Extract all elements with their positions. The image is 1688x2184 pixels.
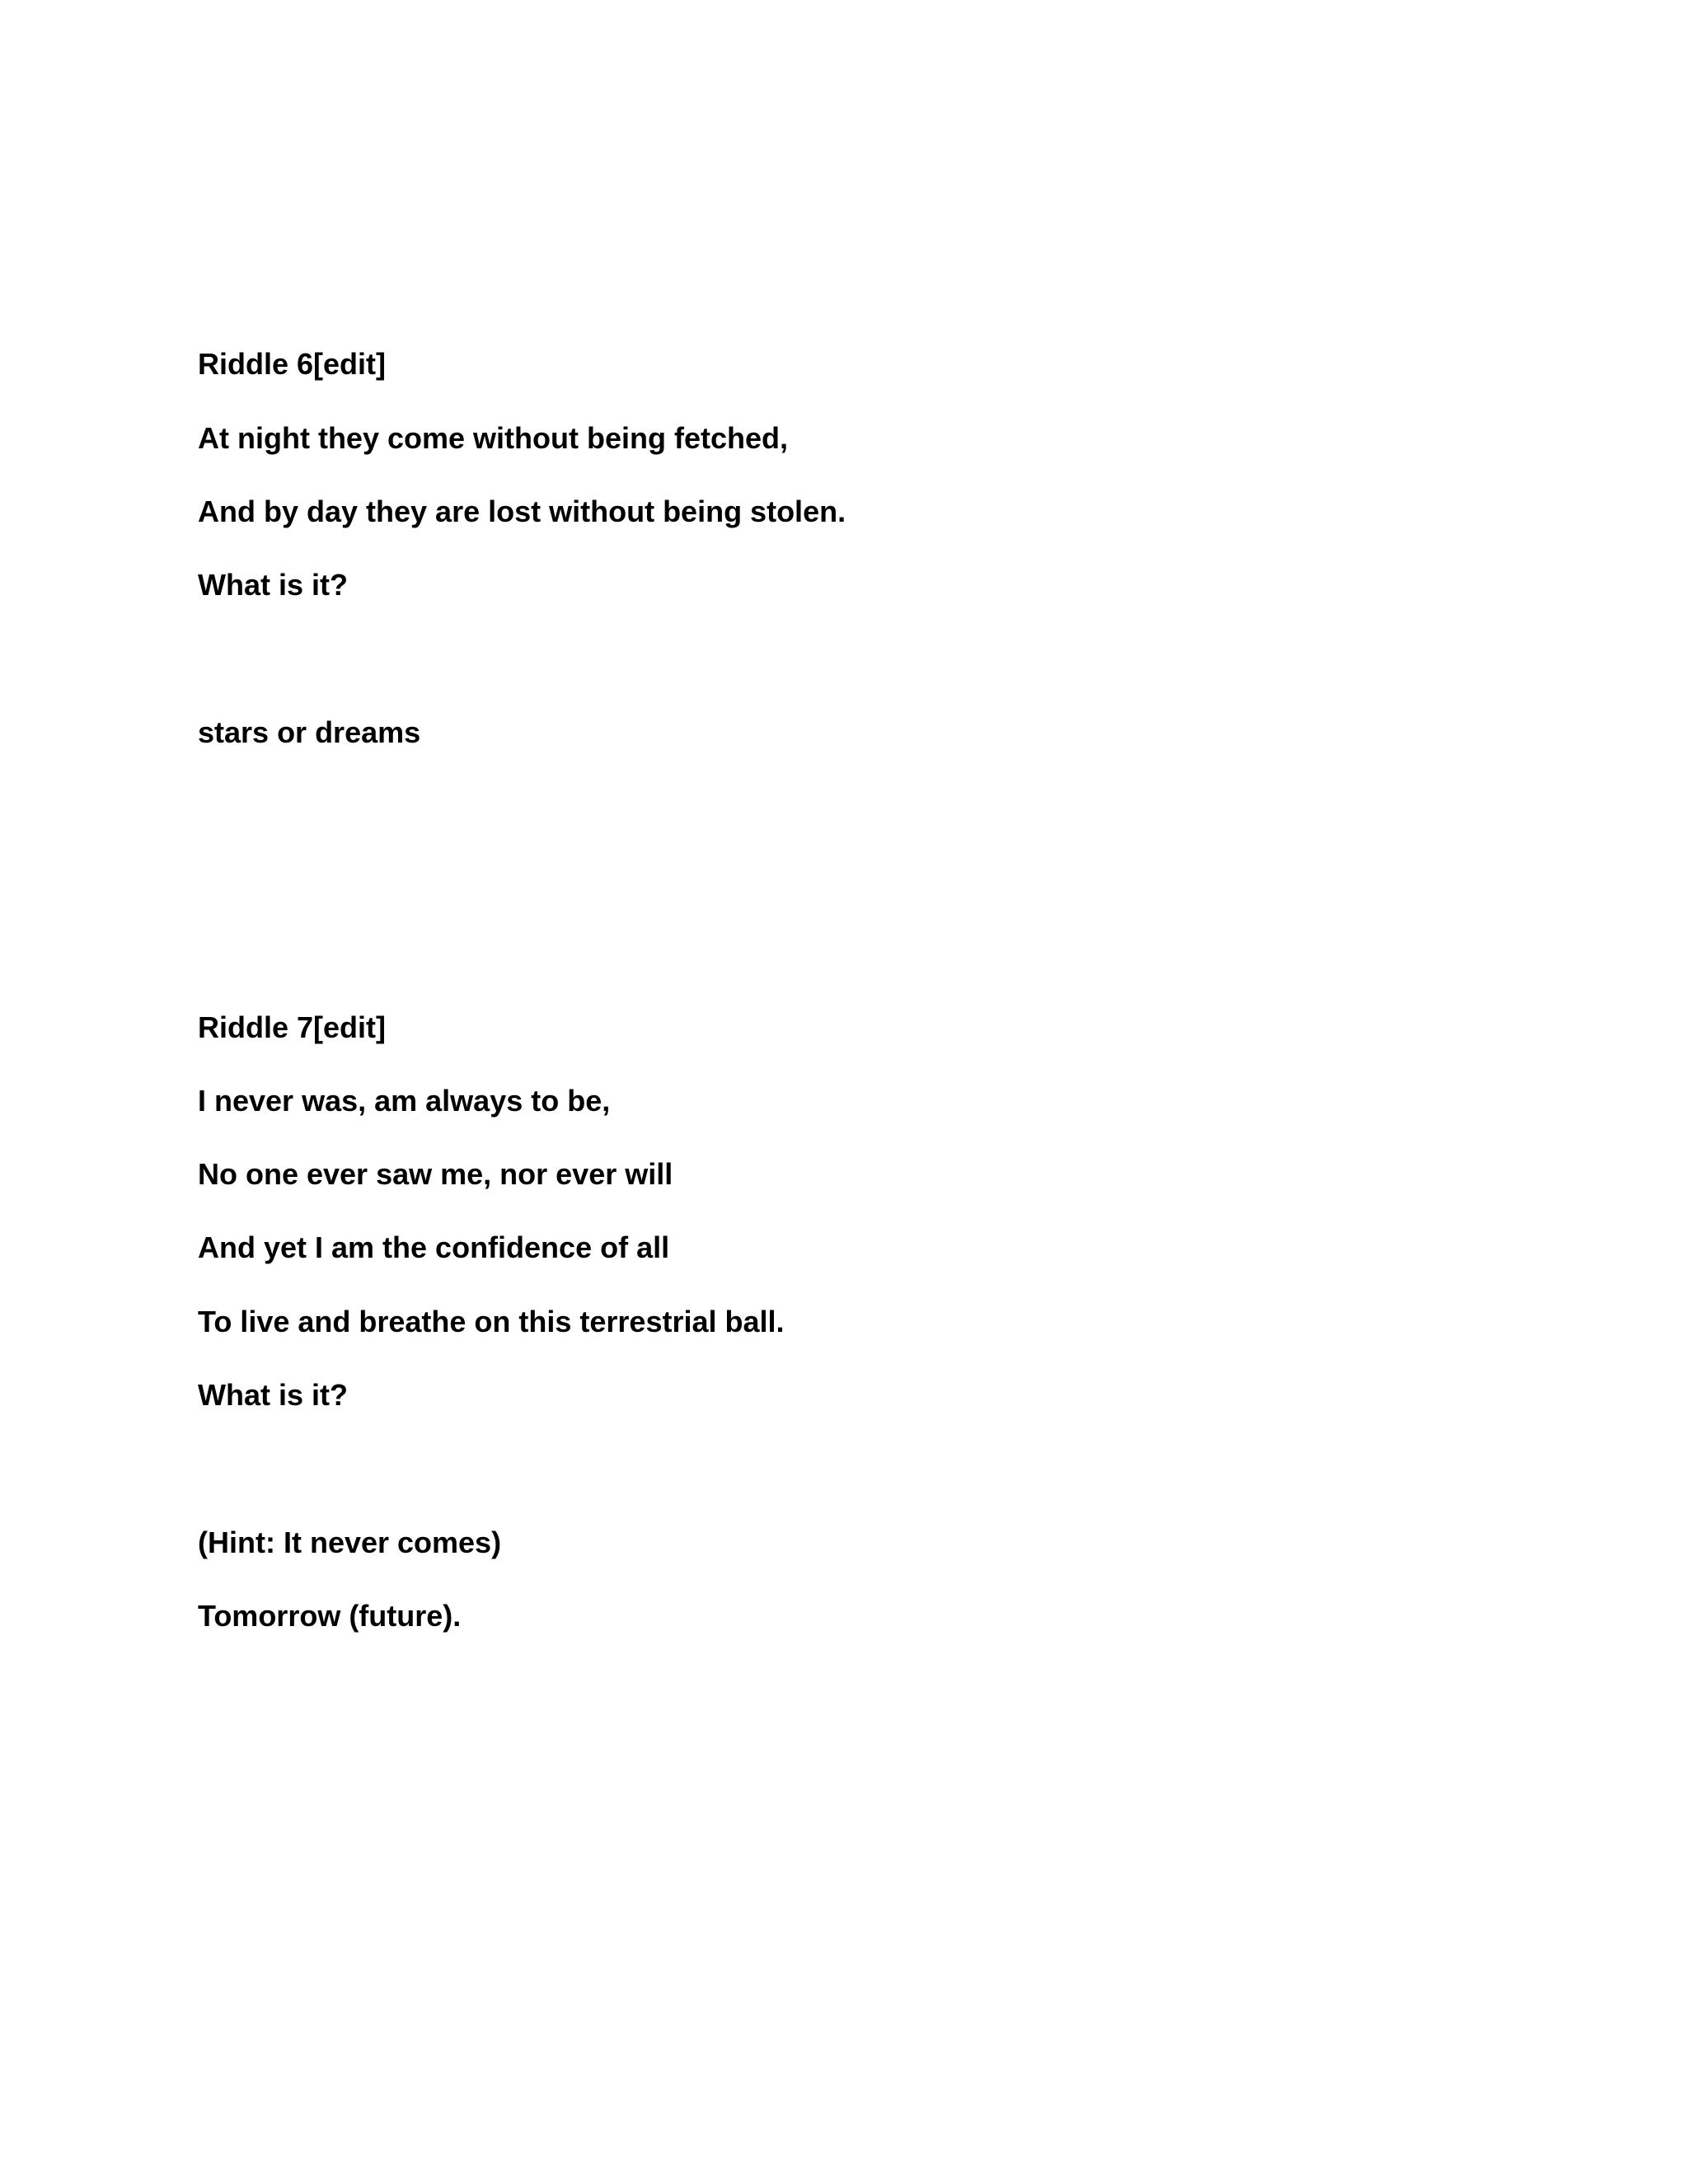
riddle-6-line-2: And by day they are lost without being stolen. bbox=[198, 494, 846, 528]
riddle-7-line-2: No one ever saw me, nor ever will bbox=[198, 1157, 673, 1191]
riddle-6-answer: stars or dreams bbox=[198, 715, 421, 749]
riddle-6-line-1: At night they come without being fetched, bbox=[198, 421, 788, 455]
riddle-7-hint: (Hint: It never comes) bbox=[198, 1526, 502, 1559]
riddle-7-line-4: To live and breathe on this terrestrial ball. bbox=[198, 1305, 785, 1338]
riddle-7-line-1: I never was, am always to be, bbox=[198, 1084, 611, 1118]
riddle-6-line-3: What is it? bbox=[198, 568, 348, 602]
riddle-7-line-5: What is it? bbox=[198, 1378, 348, 1412]
riddle-6-heading: Riddle 6[edit] bbox=[198, 347, 387, 381]
riddle-7-line-3: And yet I am the confidence of all bbox=[198, 1230, 670, 1264]
riddle-7-answer: Tomorrow (future). bbox=[198, 1599, 462, 1633]
riddle-7-heading: Riddle 7[edit] bbox=[198, 1010, 387, 1044]
